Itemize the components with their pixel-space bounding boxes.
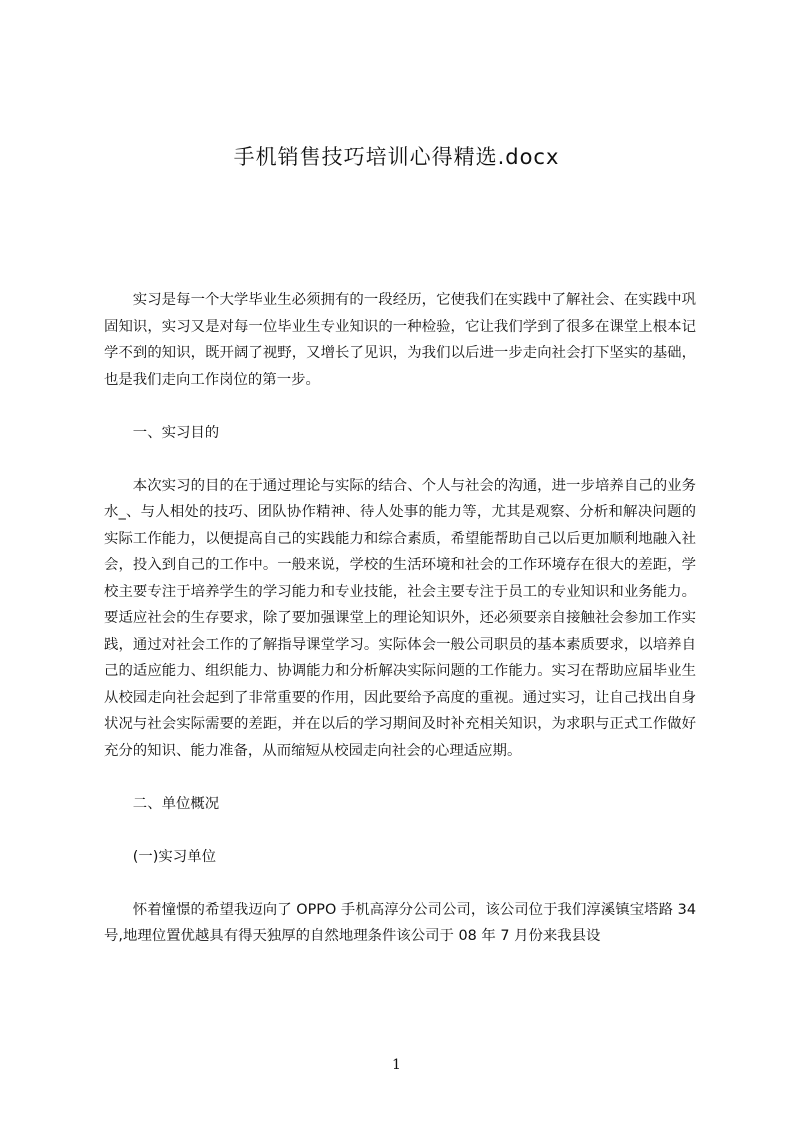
paragraph-spacer xyxy=(104,870,696,897)
document-title: 手机销售技巧培训心得精选.docx xyxy=(233,145,560,169)
subsection-heading-internship-unit: (一)实习单位 xyxy=(132,848,216,865)
section-heading-purpose: 一、实习目的 xyxy=(132,424,220,441)
purpose-paragraph: 本次实习的目的在于通过理论与实际的结合、个人与社会的沟通，进一步培养自己的业务水_、与人相处的技巧、团队协作精神、待人处事的能力等，尤其是观察、分析和解决问题的实际工作能力，以便提高自己的实践能力和综合素质，希望能帮助自己以后更加顺利地融入社会，投入到自己的工作中。一般来说，学校的生活环境和社会的工作环境存在很大的差距，学校主要专注于培养学生的学习能力和专业技能，社会主要专注于员工的专业知识和业务能力。要适应社会的生存要求，除了要加强课堂上的理论知识外，还必须要亲自接触社会参加工作实践，通过对社会工作的了解指导课堂学习。实际体会一般公司职员的基本素质要求，以培养自己的适应能力、组织能力、协调能力和分析解决实际问题的工作能力。实习在帮助应届毕业生从校园走向社会起到了非常重要的作用，因此要给予高度的重视。通过实习，让自己找出自身状况与社会实际需要的差距，并在以后的学习期间及时补充相关知识，为求职与正式工作做好充分的知识、能力准备，从而缩短从校园走向社会的心理适应期。 xyxy=(104,477,696,759)
unit-paragraph: 怀着憧憬的希望我迈向了 OPPO 手机高淳分公司公司，该公司位于我们淳溪镇宝塔路 34 号,地理位置优越具有得天独厚的自然地理条件该公司于 08 年 7 月份来我县设 xyxy=(104,901,696,944)
paragraph-spacer xyxy=(104,764,696,791)
paragraph-spacer xyxy=(104,393,696,420)
page-number: 1 xyxy=(392,1057,401,1073)
paragraph-spacer xyxy=(104,446,696,473)
intro-paragraph: 实习是每一个大学毕业生必须拥有的一段经历，它使我们在实践中了解社会、在实践中巩固知识，实习又是对每一位毕业生专业知识的一种检验，它让我们学到了很多在课堂上根本记学不到的知识，既开阔了视野，又增长了见识，为我们以后进一步走向社会打下坚实的基础，也是我们走向工作岗位的第一步。 xyxy=(104,292,696,388)
section-heading-unit-overview: 二、单位概况 xyxy=(132,795,220,812)
document-body xyxy=(104,287,696,950)
paragraph-spacer xyxy=(104,817,696,844)
